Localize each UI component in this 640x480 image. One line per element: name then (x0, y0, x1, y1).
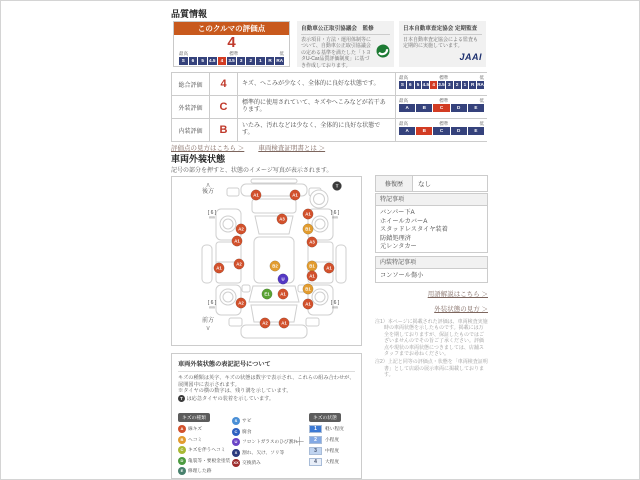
legend-kind-label: ヘコミ (188, 436, 203, 442)
legend-kind-label: 線キズ (188, 426, 202, 432)
evaluation-label: 内装評価 (172, 119, 210, 141)
scale-cell: 3.5 (438, 82, 445, 87)
scale-cell: C (433, 104, 449, 112)
page-title: 品質情報 (171, 9, 208, 19)
sidebar-links (375, 287, 488, 317)
damage-marker[interactable] (278, 289, 288, 299)
scale-cell: S (179, 57, 188, 65)
svg-text:A1: A1 (253, 192, 259, 198)
evaluation-description: 標準的に使用されていて、キズやへこみなどが若干あります。 (238, 96, 396, 118)
svg-text:A1: A1 (280, 291, 286, 297)
svg-text:U: U (281, 276, 285, 282)
damage-state-icon: 4 (309, 458, 322, 466)
svg-text:A1: A1 (234, 238, 240, 244)
damage-marker[interactable] (278, 274, 288, 284)
legend-kind-label: 腐食 (242, 428, 252, 434)
svg-text:A2: A2 (262, 320, 268, 326)
legend-kind-row (232, 437, 298, 448)
damage-state-icon: 3 (309, 447, 322, 455)
scale-cell: A (399, 104, 415, 112)
headlamp-left (229, 318, 242, 326)
scale-cell: 4 (430, 81, 437, 89)
scale-cell: RA (477, 82, 484, 87)
svg-text:[ 6 ]: [ 6 ] (207, 300, 217, 306)
legend-kind-row (232, 447, 294, 458)
scale-cell: RA (276, 58, 284, 63)
damage-marker[interactable] (270, 261, 280, 271)
evaluation-row (172, 73, 487, 96)
scale-cell: 2 (246, 57, 255, 65)
damage-marker[interactable] (290, 190, 300, 200)
text-link[interactable]: 外装状態の見方 ＞ (434, 306, 488, 313)
damage-marker[interactable] (307, 271, 317, 281)
svg-text:A3: A3 (309, 239, 315, 245)
damage-marker[interactable] (236, 224, 246, 234)
legend-state-row (309, 457, 355, 468)
damage-code-icon: XX (233, 460, 239, 466)
special-notes-header: 特記事項 (375, 193, 488, 206)
legend-state-row (309, 435, 355, 446)
scale-label-low: 低 (479, 98, 484, 103)
scale-label-low: 低 (479, 121, 484, 126)
evaluation-row (172, 96, 487, 119)
evaluation-row (172, 119, 487, 142)
legend-state-row (309, 424, 355, 435)
scale-label-high: 最高 (399, 98, 408, 103)
legend-text-3: T は応急タイヤの装着を示しています。 (178, 395, 355, 402)
damage-code-icon: C (232, 428, 240, 436)
scale-label-high: 最高 (399, 75, 408, 80)
fair-trade-panel-body: 表示項目・方法・運用体制等について、自動車公正取引協議会の定める基準を満たした「トヨタU-Car品質評価制度」に基づき作成しております。 (301, 37, 372, 69)
scale-label-mid: 標準 (439, 75, 449, 80)
hood (251, 305, 297, 322)
legend-kind-label: フロントガラスのひび割れ (242, 439, 298, 445)
fair-trade-panel-title: 自動車公正取引協議会 監修 (301, 24, 390, 35)
disclaimer-note: 注1）本ページに掲載された評価は、車両検査実施時の車両状態を示したものです。掲載には万全を期しておりますが、保証したものではございませんのでその旨ご了承ください。評価点や現状の車両状態につきましては、店舗スタッフまでお尋ねください。 (375, 319, 488, 358)
damage-marker[interactable] (307, 237, 317, 247)
text-link[interactable]: 車両検査証明書とは ＞ (258, 145, 326, 152)
damage-marker[interactable] (262, 289, 272, 299)
tire-tread-label (208, 210, 217, 220)
legend-kind-row (178, 434, 232, 445)
disclaimer-note: 注2）上記と同等の評価点・状態を「車両検査証明書」として店頭の展示車両に掲載しております。 (375, 359, 488, 379)
scale-cell: 1 (256, 57, 265, 65)
scale-cell: C (433, 127, 449, 135)
scale-cell: 4 (218, 57, 227, 65)
svg-text:B1: B1 (305, 286, 311, 292)
svg-text:A2: A2 (236, 261, 242, 267)
front-direction-label: 前方 ∨ (197, 318, 219, 332)
scale-cell: 4.5 (422, 82, 430, 87)
jaai-panel-title: 日本自動車査定協会 定期監査 (403, 24, 482, 35)
legend-state-row (309, 446, 355, 457)
legend-text-1: キズの種類は英字、キズの状態は数字で表示され、これらの組み合わせが、展開図中に表示されます。 (178, 375, 355, 388)
evaluation-table (171, 72, 487, 142)
text-link[interactable]: 用語解説はこちら ＞ (427, 291, 488, 298)
damage-state-column (309, 406, 355, 477)
scale-label-high: 最高 (179, 51, 188, 56)
legend-kind-row (178, 445, 232, 456)
scale-cell: B (416, 104, 432, 112)
score-scale (174, 51, 289, 65)
damage-marker[interactable] (260, 318, 270, 328)
damage-kind-column-1 (178, 406, 232, 477)
interior-notes-list (375, 269, 488, 283)
svg-text:A1: A1 (305, 211, 311, 217)
evaluation-scale (396, 73, 487, 95)
legend-kind-label: 交換済み (242, 460, 261, 466)
repair-history-label: 修復歴 (376, 176, 413, 191)
roof-panel (254, 237, 294, 283)
scale-cell: 5 (198, 57, 207, 65)
special-note-item: ホイールカバーA (380, 217, 428, 225)
svg-text:mm: mm (332, 305, 338, 310)
scale-cell: E (468, 104, 484, 112)
legend-kind-label: 割れ、欠け、ソリ等 (242, 449, 285, 455)
kind-badge: キズの種類 (178, 413, 210, 422)
scale-cell: 6 (407, 81, 414, 89)
special-note-item: バンパー下A (380, 209, 415, 216)
scale-cell: 3.5 (228, 58, 235, 63)
svg-text:A1: A1 (292, 192, 298, 198)
disclaimer-notes (375, 319, 488, 381)
scale-cell: 2 (454, 81, 461, 89)
rear-direction-label: ∧ 後方 (197, 182, 219, 196)
evaluation-links (171, 143, 339, 152)
front-bumper (241, 325, 307, 338)
svg-text:A1: A1 (326, 265, 332, 271)
score-value: 4 (227, 34, 236, 51)
legend-kind-label: サビ (242, 418, 252, 424)
legend-kind-row (232, 458, 294, 469)
legend-state-label: 中程度 (325, 448, 340, 454)
legend-body (178, 375, 355, 402)
special-note-item: スタッドレスタイヤ装着 (380, 226, 448, 234)
scale-cell: 3 (446, 81, 453, 89)
damage-marker[interactable] (303, 299, 313, 309)
exterior-section-title: 車両外装状態 (171, 154, 226, 164)
damage-code-icon: E (178, 467, 186, 475)
trunk-lid (252, 199, 296, 213)
scale-cell: 3 (237, 57, 246, 65)
damage-marker[interactable] (279, 318, 289, 328)
svg-text:[ 6 ]: [ 6 ] (330, 300, 340, 306)
fair-trade-panel (297, 21, 394, 67)
damage-code-icon: X (232, 449, 240, 457)
tail-lamp-left (227, 188, 239, 196)
fair-trade-emblem-icon (376, 44, 390, 63)
plus-sign: ＋ (294, 436, 305, 449)
svg-text:[ 6 ]: [ 6 ] (330, 210, 340, 216)
damage-marker[interactable] (303, 284, 313, 294)
scale-cell: 1 (462, 81, 469, 89)
exterior-caption: 記号の部分を押すと、状態のイメージ写真が表示されます。 (171, 168, 333, 174)
legend-state-label: 軽い程度 (325, 426, 344, 432)
text-link[interactable]: 評価点の見方はこちら ＞ (171, 145, 245, 152)
special-note-item: 元レンタカー (380, 243, 417, 251)
tire-tread-label (208, 300, 217, 310)
scale-label-high: 最高 (399, 121, 408, 126)
svg-text:E1: E1 (264, 291, 270, 297)
legend-text-2: ※タイヤの横の数字は、残り溝を示しています。 (178, 388, 292, 394)
svg-text:T: T (335, 183, 339, 189)
scale-cell: D (451, 127, 467, 135)
evaluation-scale (396, 96, 487, 118)
side-sill-left (202, 245, 212, 283)
car-exterior-diagram (171, 176, 362, 346)
special-note-item: 防錆処理済 (380, 234, 411, 242)
jaai-panel-body: 日本自動車査定協会による監査も定期的に実施しています。 (403, 37, 479, 50)
damage-marker[interactable] (232, 236, 242, 246)
interior-notes-header: 内装特記事項 (375, 256, 488, 269)
damage-marker[interactable] (251, 190, 261, 200)
legend-kind-label: 修理した跡 (188, 468, 212, 474)
chevron-down-icon: ∨ (205, 325, 211, 332)
damage-marker[interactable] (234, 259, 244, 269)
damage-code-icon: U (232, 438, 240, 446)
jaai-panel (399, 21, 486, 67)
scale-cell: E (468, 127, 484, 135)
svg-text:B1: B1 (305, 226, 311, 232)
damage-kind-column-2 (232, 406, 298, 477)
svg-text:mm: mm (332, 215, 338, 220)
damage-code-icon: S (232, 417, 240, 425)
evaluation-label: 外装評価 (172, 96, 210, 118)
scale-cell: 5 (415, 81, 422, 89)
damage-marker[interactable] (303, 224, 313, 234)
legend-title: 車両外装状態の表記記号について (178, 359, 355, 372)
damage-code-icon: C (178, 446, 186, 454)
scale-label-mid: 標準 (439, 98, 449, 103)
svg-text:A1: A1 (309, 273, 315, 279)
repair-history-value: なし (418, 181, 431, 188)
damage-marker[interactable] (324, 263, 334, 273)
scale-cell: 4.5 (209, 58, 216, 63)
repair-history-row (375, 175, 488, 192)
scale-cell: R (471, 82, 475, 87)
spare-tire-icon: T (178, 395, 185, 402)
evaluation-description: キズ、へこみが少なく、全体的に良好な状態です。 (238, 73, 396, 95)
svg-text:A1: A1 (305, 301, 311, 307)
evaluation-value: B (210, 119, 238, 141)
legend-kind-row (178, 424, 232, 435)
scale-cell: B (416, 127, 432, 135)
spare-tire-marker[interactable] (333, 182, 342, 191)
tire-tread-label (331, 210, 340, 220)
svg-text:[ 6 ]: [ 6 ] (207, 210, 217, 216)
evaluation-value: 4 (210, 73, 238, 95)
legend-kind-row (232, 426, 294, 437)
score-box (173, 21, 290, 67)
chevron-up-icon: ∧ (205, 182, 211, 189)
damage-marker[interactable] (277, 214, 287, 224)
scale-label-low: 低 (279, 51, 284, 56)
svg-text:A1: A1 (281, 320, 287, 326)
jaai-logo: JAAI (459, 51, 482, 62)
legend-kind-label: キズを伴うヘコミ (188, 447, 226, 453)
legend-kind-row (178, 455, 232, 466)
evaluation-description: いたみ、汚れなどは少なく、全体的に良好な状態です。 (238, 119, 396, 141)
tire-tread-label (331, 300, 340, 310)
damage-code-icon: D (178, 457, 186, 465)
special-notes-list (375, 206, 488, 253)
evaluation-scale (396, 119, 487, 141)
state-badge: キズの状態 (309, 413, 341, 422)
scale-cell: R (266, 57, 275, 65)
scale-cell: A (399, 127, 415, 135)
evaluation-label: 総合評価 (172, 73, 210, 95)
side-sill-right (336, 245, 346, 283)
damage-code-icon: B (178, 436, 186, 444)
svg-text:mm: mm (209, 215, 215, 220)
score-box-header: このクルマの評価点 (174, 22, 289, 35)
scale-cell: 6 (189, 57, 198, 65)
svg-text:mm: mm (209, 305, 215, 310)
evaluation-value: C (210, 96, 238, 118)
damage-marker[interactable] (307, 261, 317, 271)
damage-state-icon: 1 (309, 425, 322, 433)
svg-text:A3: A3 (279, 216, 285, 222)
mirror-left (242, 285, 250, 292)
interior-note-item: コンソール傷小 (380, 272, 424, 279)
damage-marker[interactable] (303, 209, 313, 219)
damage-marker[interactable] (236, 298, 246, 308)
svg-text:A2: A2 (238, 226, 244, 232)
legend-kind-label: 亀裂等・要板金塗装 (188, 457, 231, 463)
legend-kind-row (178, 466, 232, 477)
windshield (249, 286, 299, 302)
scale-label-mid: 標準 (439, 121, 449, 126)
legend-state-label: 小程度 (325, 437, 340, 443)
legend-grid (178, 406, 355, 477)
damage-state-icon: 2 (309, 436, 322, 444)
damage-marker[interactable] (214, 263, 224, 273)
svg-text:B1: B1 (309, 263, 315, 269)
svg-text:B2: B2 (272, 263, 278, 269)
scale-label-mid: 標準 (229, 51, 239, 56)
scale-label-low: 低 (479, 75, 484, 80)
headlamp-right (306, 318, 319, 326)
rear-spoiler (251, 179, 297, 183)
scale-cell: S (400, 82, 404, 87)
damage-code-icon: A (178, 425, 186, 433)
legend-panel (171, 353, 362, 479)
legend-kind-row (232, 416, 294, 427)
scale-cell: D (451, 104, 467, 112)
legend-state-label: 大程度 (325, 459, 340, 465)
svg-text:A2: A2 (238, 300, 244, 306)
svg-text:A1: A1 (216, 265, 222, 271)
